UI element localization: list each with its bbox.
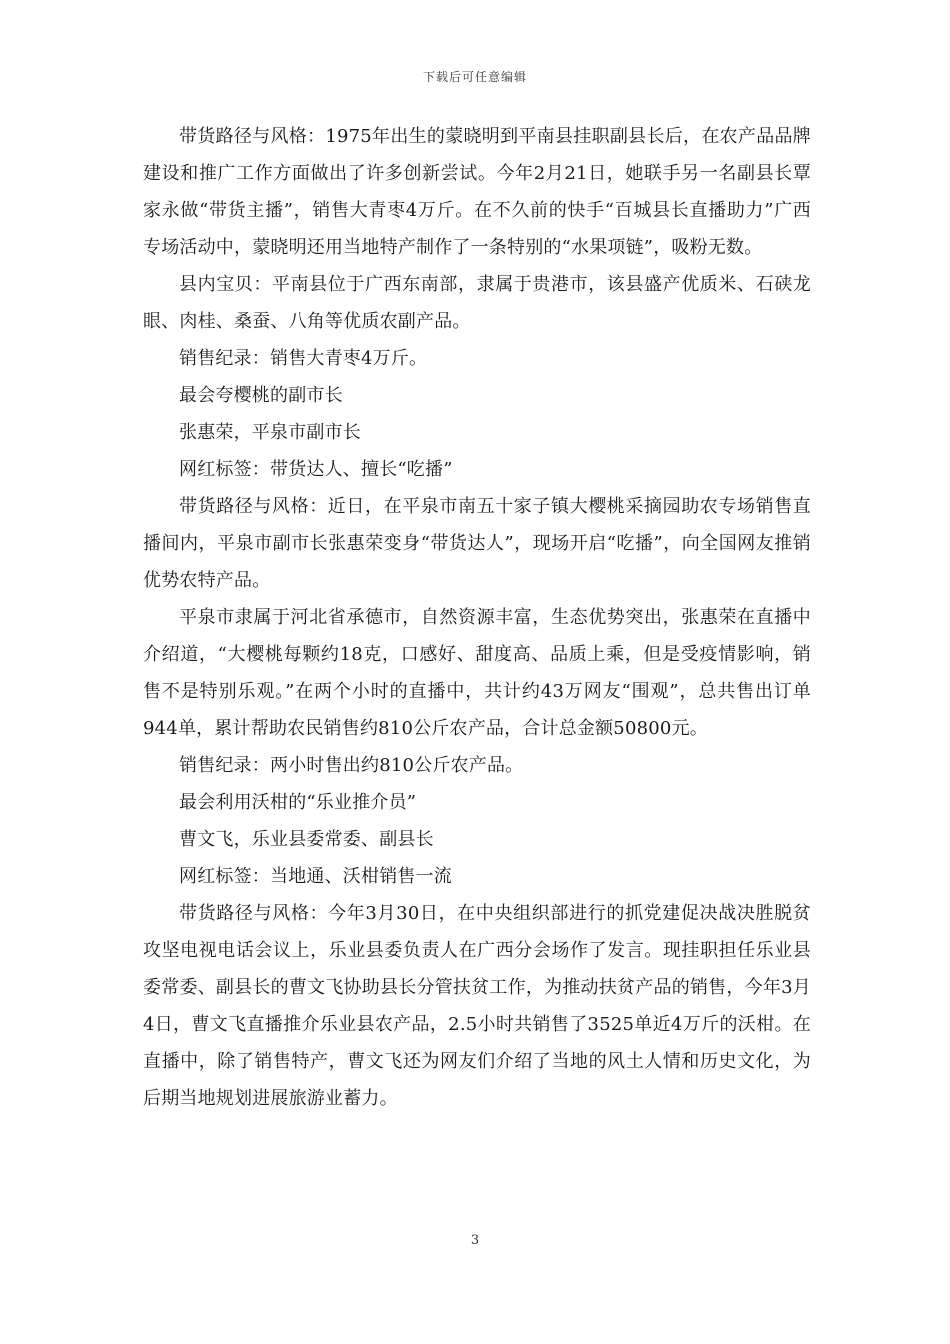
section-title-cherry: 最会夸樱桃的副市长: [179, 385, 343, 406]
section-title-wogan: 最会利用沃柑的“乐业推介员”: [179, 792, 417, 813]
paragraph-pingquan-sales-record: 销售纪录：两小时售出约810公斤农产品。: [179, 755, 524, 776]
paragraph-caowenfei-style: 带货路径与风格：今年3月30日，在中央组织部进行的抓党建促决战决胜脱贫攻坚电视电话会议上，乐业县委负责人在广西分会场作了发言。现挂职担任乐业县委常委、副县长的曹文飞协助县长分管扶贫工作，为推动扶贫产品的销售，今年3月4日，曹文飞直播推介乐业县农产品，2.5小时共销售了3525单近4万斤的沃柑。在直播中，除了销售特产，曹文飞还为网友们介绍了当地的风土人情和历史文化，为后期当地规划进展旅游业蓄力。: [143, 903, 811, 1109]
person-zhanghuirong: 张惠荣，平泉市副市长: [179, 422, 361, 443]
paragraph-zhanghuirong-style: 带货路径与风格：近日，在平泉市南五十家子镇大樱桃采摘园助农专场销售直播间内，平泉市副市长张惠荣变身“带货达人”，现场开启“吃播”，向全国网友推销优势农特产品。: [143, 496, 811, 591]
page-number: 3: [470, 1233, 480, 1248]
paragraph-pingnan-treasures: 县内宝贝：平南县位于广西东南部，隶属于贵港市，该县盛产优质米、石硖龙眼、肉桂、桑蚕、八角等优质农副产品。: [143, 274, 811, 332]
paragraph-pingnan-sales-record: 销售纪录：销售大青枣4万斤。: [179, 348, 428, 369]
tags-zhanghuirong: 网红标签：带货达人、擅长“吃播”: [179, 459, 453, 480]
paragraph-pingquan-details: 平泉市隶属于河北省承德市，自然资源丰富，生态优势突出，张惠荣在直播中介绍道，“大樱桃每颗约18克，口感好、甜度高、品质上乘，但是受疫情影响，销售不是特别乐观。”在两个小时的直播中，共计约43万网友“围观”，总共售出订单944单，累计帮助农民销售约810公斤农产品，合计总金额50800元。: [143, 607, 811, 739]
document-body: [143, 118, 811, 1117]
person-caowenfei: 曹文飞，乐业县委常委、副县长: [179, 829, 434, 850]
paragraph-mengxiaoming-style: 带货路径与风格：1975年出生的蒙晓明到平南县挂职副县长后，在农产品品牌建设和推广工作方面做出了许多创新尝试。今年2月21日，她联手另一名副县长覃家永做“带货主播”，销售大青枣4万斤。在不久前的快手“百城县长直播助力”广西专场活动中，蒙晓明还用当地特产制作了一条特别的“水果项链”，吸粉无数。: [143, 126, 811, 258]
page-header-note: 下载后可任意编辑: [422, 70, 527, 84]
tags-caowenfei: 网红标签：当地通、沃柑销售一流: [179, 866, 452, 887]
